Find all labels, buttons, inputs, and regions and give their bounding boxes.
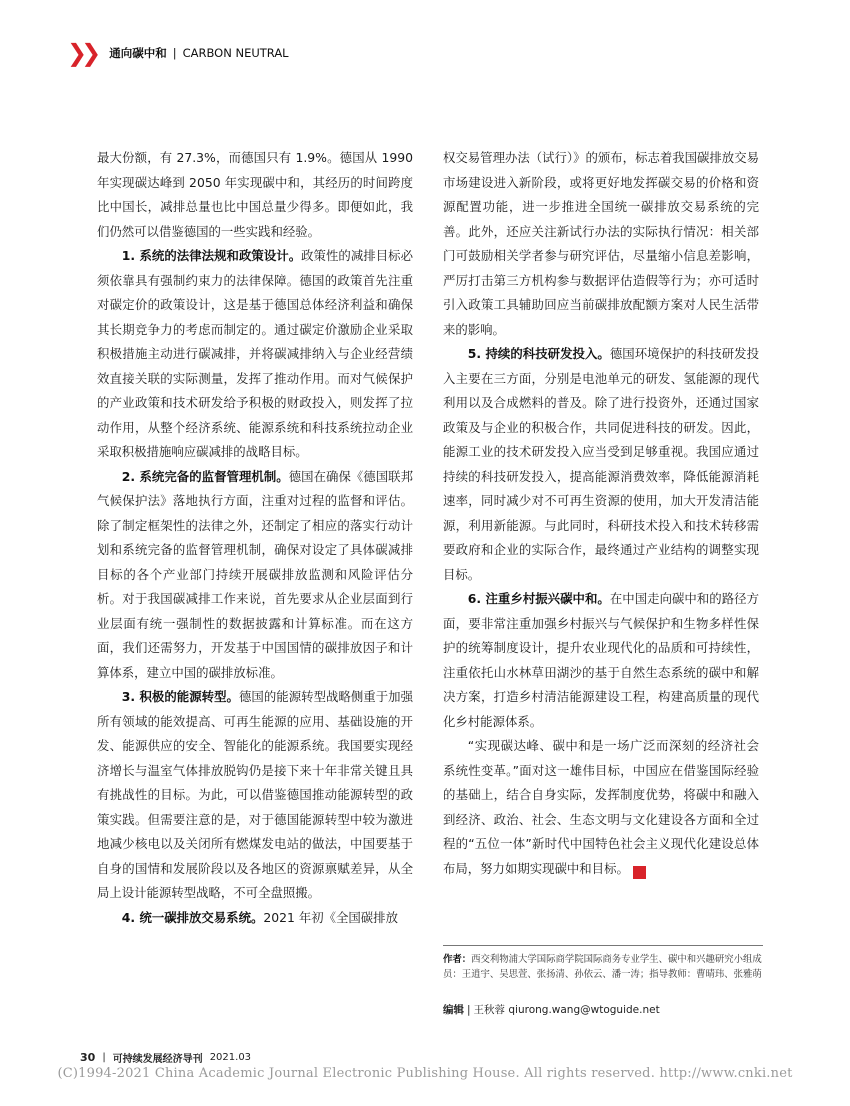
paragraph-3-body: 德国的能源转型战略侧重于加强所有领域的能效提高、可再生能源的应用、基础设施的开发、能源供应的安全、智能化的能源系统。我国要实现经济增长与温室气体排放脱钩仍是接下来十年非常关键且具有挑战性的目标。为此，可以借鉴德国推动能源转型的政策实践。但需要注意的是，对于德国能源转型中较为激进地减少核电以及关闭所有燃煤发电站的做法，中国要基于自身的国情和发展阶段以及各地区的资源禀赋差异，从全局上设计能源转型战略，不可全盘照搬。 bbox=[97, 689, 414, 900]
right-column bbox=[443, 146, 759, 881]
paragraph-5 bbox=[443, 342, 759, 587]
paragraph-2-heading: 2. 系统完备的监督管理机制。 bbox=[121, 468, 289, 484]
section-title-en: CARBON NEUTRAL bbox=[182, 46, 289, 60]
author-text: 西交利物浦大学国际商学院国际商务专业学生、碳中和兴趣研究小组成员：王逍宇、吴思萱、张扬清、孙依云、潘一涛；指导教师：曹晴玮、张雅萌 bbox=[443, 954, 762, 980]
paragraph-6-heading: 6. 注重乡村振兴碳中和。 bbox=[467, 591, 610, 606]
paragraph-3 bbox=[97, 685, 413, 906]
author-info bbox=[443, 945, 763, 982]
paragraph-6-body: 在中国走向碳中和的路径方面，要非常注重加强乡村振兴与气候保护和生物多样性保护的统筹制度设计，提升农业现代化的品质和可持续性，注重依托山水林草田湖沙的基于自然生态系统的碳中和解决方案，打造乡村清洁能源建设工程，构建高质量的现代化乡村能源体系。 bbox=[443, 591, 759, 729]
closing-paragraph bbox=[443, 734, 759, 881]
footer-separator: | bbox=[102, 1052, 106, 1063]
journal-name: 可持续发展经济导刊 bbox=[112, 1054, 203, 1065]
page-number: 30 bbox=[80, 1051, 96, 1064]
end-mark-icon: ✦ bbox=[633, 866, 646, 879]
paragraph-4-heading: 4. 统一碳排放交易系统。 bbox=[121, 909, 264, 925]
double-chevron-icon: ❯❯ bbox=[67, 39, 96, 67]
paragraph-6 bbox=[443, 587, 759, 734]
left-column bbox=[97, 146, 413, 930]
section-title: 通向碳中和 bbox=[109, 46, 167, 60]
page-header bbox=[67, 41, 289, 65]
intro-paragraph: 最大份额，有 27.3%，而德国只有 1.9%。德国从 1990 年实现碳达峰到 2050 年实现碳中和，其经历的时间跨度比中国长，减排总量也比中国总量少得多。即便如此，我们仍然可以借鉴德国的一些实践和经验。 bbox=[97, 150, 413, 239]
issue-date: 2021.03 bbox=[209, 1052, 252, 1063]
paragraph-5-body: 德国环境保护的科技研发投入主要在三方面，分别是电池单元的研发、氢能源的现代利用以及合成燃料的普及。除了进行投资外，还通过国家政策及与企业的积极合作，共同促进科技的研发。因此，能源工业的技术研发投入应当受到足够重视。我国应通过持续的科技研发投入，提高能源消费效率，降低能源消耗速率，同时减少对不可再生资源的使用，加大开发清洁能源，利用新能源。与此同时，科研技术投入和技术转移需要政府和企业的实际合作，最终通过产业结构的调整实现目标。 bbox=[443, 346, 759, 582]
editor-text: 王秋蓉 qiurong.wang@wtoguide.net bbox=[473, 1004, 660, 1016]
author-label: 作者： bbox=[443, 954, 472, 965]
paragraph-4 bbox=[97, 906, 413, 931]
paragraph-1-heading: 1. 系统的法律法规和政策设计。 bbox=[121, 248, 302, 263]
copyright-watermark: (C)1994-2021 China Academic Journal Electronic Publishing House. All rights reserved. http://www.cnki.net bbox=[57, 1066, 793, 1081]
paragraph-2 bbox=[97, 465, 413, 686]
section-separator: | bbox=[172, 46, 177, 60]
editor-info: 编辑 | 王秋蓉 qiurong.wang@wtoguide.net bbox=[443, 1004, 660, 1016]
page-footer bbox=[80, 1050, 251, 1065]
paragraph-3-heading: 3. 积极的能源转型。 bbox=[121, 689, 239, 704]
paragraph-1-body: 政策性的减排目标必须依靠具有强制约束力的法律保障。德国的政策首先注重对碳定价的政策设计，这是基于德国总体经济利益和确保其长期竞争力的考虑而制定的。通过碳定价激励企业采取积极措施主动进行碳减排，并将碳减排纳入与企业经营绩效直接关联的实际测量，发挥了推动作用。而对气候保护的产业政策和技术研发给予积极的财政投入，则发挥了拉动作用，从整个经济系统、能源系统和科技系统拉动企业采取积极措施响应碳减排的战略目标。 bbox=[97, 248, 413, 459]
editor-label: 编辑 bbox=[443, 1004, 464, 1016]
closing-paragraph-text: “实现碳达峰、碳中和是一场广泛而深刻的经济社会系统性变革。”面对这一雄伟目标，中国应在借鉴国际经验的基础上，结合自身实际，发挥制度优势，将碳中和融入到经济、政治、社会、生态文明与文化建设各方面和全过程的“五位一体”新时代中国特色社会主义现代化建设总体布局，努力如期实现碳中和目标。 bbox=[443, 738, 759, 876]
paragraph-1 bbox=[97, 244, 413, 465]
paragraph-2-body: 德国在确保《德国联邦气候保护法》落地执行方面，注重对过程的监督和评估。除了制定框架性的法律之外，还制定了相应的落实行动计划和系统完备的监督管理机制，确保对设定了具体碳减排目标的各个产业部门持续开展碳排放监测和风险评估分析。对于我国碳减排工作来说，首先要求从企业层面到行业层面有统一强制性的数据披露和计算标准。而在这方面，我们还需努力，开发基于中国国情的碳排放因子和计算体系，建立中国的碳排放标准。 bbox=[97, 468, 413, 680]
paragraph-4-continued: 权交易管理办法（试行）》的颁布，标志着我国碳排放交易市场建设进入新阶段，或将更好地发挥碳交易的价格和资源配置功能，进一步推进全国统一碳排放交易系统的完善。此外，还应关注新试行办法的实际执行情况：相关部门可鼓励相关学者参与研究评估，尽量缩小信息差影响，严厉打击第三方机构参与数据评估造假等行为；亦可适时引入政策工具辅助回应当前碳排放配额方案对人民生活带来的影响。 bbox=[443, 150, 759, 337]
paragraph-5-heading: 5. 持续的科技研发投入。 bbox=[467, 346, 610, 361]
paragraph-4-body: 2021 年初《全国碳排放 bbox=[263, 909, 398, 925]
